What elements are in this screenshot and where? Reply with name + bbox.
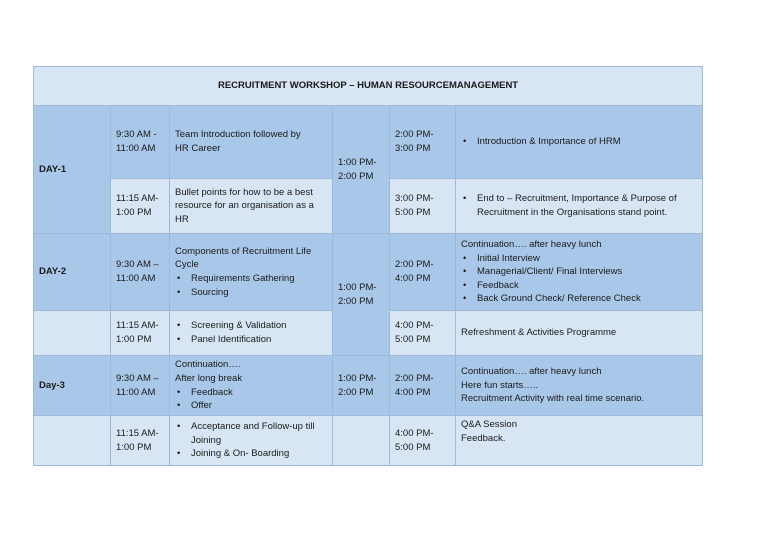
day3-s2-time: 11:15 AM- 1:00 PM [111,416,170,466]
day2-s1-topic: Components of Recruitment Life Cycle • Requirements Gathering • Sourcing [170,234,333,311]
day2-s2-pm-time: 4:00 PM- 5:00 PM [390,311,456,356]
day3-empty-lunch [333,416,390,466]
day3-row2 [34,416,703,466]
day2-empty-label [34,311,111,356]
day2-lunch-time: 1:00 PM- 2:00 PM [333,234,390,356]
day1-label: DAY-1 [34,106,111,234]
day3-s1-pm-topic: Continuation…. after heavy lunch Here fun starts….. Recruitment Activity with real time scenario. [456,356,703,416]
day2-s1-pm-time: 2:00 PM- 4:00 PM [390,234,456,311]
list-item: • Joining & On- Boarding [189,447,327,461]
list-item: • Managerial/Client/ Final Interviews [475,265,697,279]
list-item: • Initial Interview [475,252,697,266]
day1-s2-pm-topic [456,179,703,234]
day1-s1-pm-time: 2:00 PM- 3:00 PM [390,106,456,179]
day3-s2-pm-time: 4:00 PM- 5:00 PM [390,416,456,466]
list-item: • Feedback [189,386,327,400]
day3-s1-topic: Continuation…. After long break • Feedback • Offer [170,356,333,416]
list-item: • Screening & Validation [189,319,327,333]
workshop-schedule-table [33,66,703,466]
title-row [34,67,703,106]
day2-s1-pm-topic: Continuation…. after heavy lunch • Initial Interview • Managerial/Client/ Final Interviews • Feedback • Back Ground Check/ Reference Check [456,234,703,311]
day3-s2-pm-topic: Q&A Session Feedback. [456,416,703,466]
day1-row1 [34,106,703,179]
day3-s1-pm-time: 2:00 PM- 4:00 PM [390,356,456,416]
list-item: • Acceptance and Follow-up till Joining [189,420,327,447]
day1-s2-topic: Bullet points for how to be a best resource for an organisation as a HR [170,179,333,234]
list-item: • Back Ground Check/ Reference Check [475,292,697,306]
day2-label: DAY-2 [34,234,111,311]
day2-s2-time: 11:15 AM- 1:00 PM [111,311,170,356]
list-item: • Panel Identification [189,333,327,347]
day3-lunch-time: 1:00 PM- 2:00 PM [333,356,390,416]
day2-row1 [34,234,703,311]
list-item: • End to – Recruitment, Importance & Purpose of Recruitment in the Organisations stand point. [475,192,697,219]
day3-empty-label [34,416,111,466]
page-title: RECRUITMENT WORKSHOP – HUMAN RESOURCEMANAGEMENT [34,67,703,106]
day1-s2-time: 11:15 AM- 1:00 PM [111,179,170,234]
day3-s1-time: 9:30 AM – 11:00 AM [111,356,170,416]
list-item: • Requirements Gathering [189,272,327,286]
list-item: • Sourcing [189,286,327,300]
day2-s2-topic [170,311,333,356]
day1-s1-time: 9:30 AM - 11:00 AM [111,106,170,179]
day1-lunch-time: 1:00 PM- 2:00 PM [333,106,390,234]
day1-s1-pm-topic [456,106,703,179]
day2-s2-pm-topic: Refreshment & Activities Programme [456,311,703,356]
day1-s2-pm-time: 3:00 PM- 5:00 PM [390,179,456,234]
day3-label: Day-3 [34,356,111,416]
day3-s2-topic [170,416,333,466]
list-item: • Introduction & Importance of HRM [475,135,697,149]
day1-s1-topic: Team Introduction followed by HR Career [170,106,333,179]
list-item: • Feedback [475,279,697,293]
day2-s1-time: 9:30 AM – 11:00 AM [111,234,170,311]
day3-row1 [34,356,703,416]
list-item: • Offer [189,399,327,413]
